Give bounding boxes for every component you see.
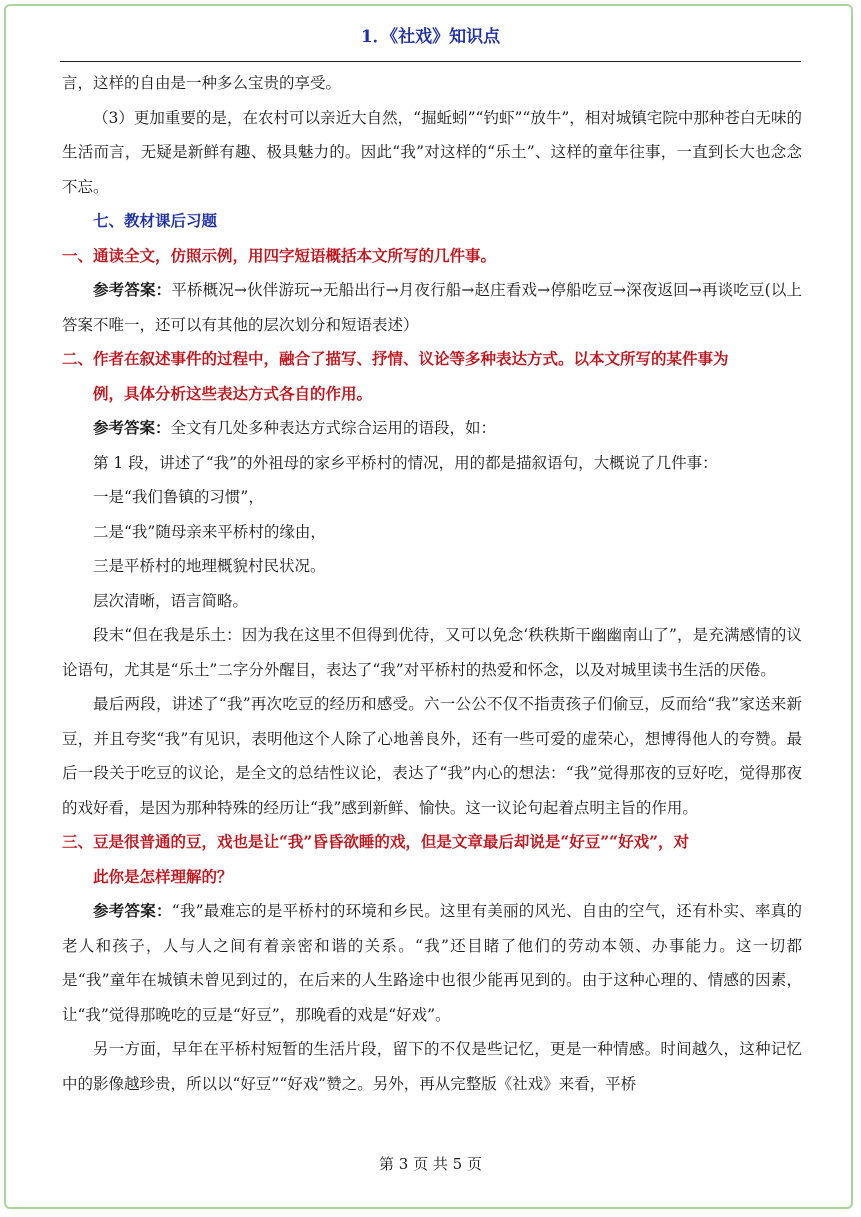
answer-paragraph: 三是平桥村的地理概貌村民状况。 <box>93 557 326 575</box>
answer-text: 全文有几处多种表达方式综合运用的语段，如： <box>170 419 497 437</box>
question-3-line-2: 此你是怎样理解的？ <box>93 866 233 886</box>
body-paragraph: （3）更加重要的是，在农村可以亲近大自然，“掘蚯蚓”“钓虾”“放牛”，相对城镇宅院中那种苍白无味的生活而言，无疑是新鲜有趣、极具魅力的。因此“我”对这样的“乐土”、这样的童年往事，一直到长大也念念不忘。 <box>62 108 802 196</box>
question-3-line-1: 三、豆是很普通的豆，戏也是让“我”昏昏欲睡的戏，但是文章最后却说是“好豆”“好戏”，对 <box>62 832 689 851</box>
page-header-title: 1．《社戏》知识点 <box>360 27 501 47</box>
answer-paragraph: 最后两段，讲述了“我”再次吃豆的经历和感受。六一公公不仅不指责孩子们偷豆，反而给“我”家送来新豆，并且夸奖“我”有见识，表明他这个人除了心地善良外，还有一些可爱的虚荣心，想博得他人的夸赞。最后一段关于吃豆的议论，是全文的总结性议论，表达了“我”内心的想法：“我”觉得那夜的豆好吃，觉得那夜的戏好看，是因为那种特殊的经历让“我”感到新鲜、愉快。这一议论句起着点明主旨的作用。 <box>62 695 802 817</box>
answer-label: 参考答案： <box>93 280 172 299</box>
header-divider <box>60 61 801 62</box>
body-paragraph: 言，这样的自由是一种多么宝贵的享受。 <box>62 74 342 92</box>
question-2-line-2: 例，具体分析这些表达方式各自的作用。 <box>93 383 373 403</box>
answer-paragraph: 二是“我”随母亲来平桥村的缘由， <box>93 522 326 541</box>
answer-2-intro <box>62 411 802 446</box>
answer-text: “我”最难忘的是平桥村的环境和乡民。这里有美丽的风光、自由的空气，还有朴实、率真的老人和孩子，人与人之间有着亲密和谐的关系。“我”还目睹了他们的劳动本领、办事能力。这一切都是“我”童年在城镇未曾见到过的，在后来的人生路途中也很少能再见到的。由于这种心理的、情感的因素，让“我”觉得那晚吃的豆是“好豆”，那晚看的戏是“好戏”。 <box>62 902 802 1024</box>
answer-label: 参考答案： <box>93 901 172 920</box>
section-heading: 七、教材课后习题 <box>93 211 218 230</box>
answer-paragraph: 段末“但在我是乐土：因为我在这里不但得到优待，又可以免念‘秩秩斯干幽幽南山了”，是充满感情的议论语句，尤其是“乐土”二字分外醒目，表达了“我”对平桥村的热爱和怀念，以及对城里读书生活的厌倦。 <box>62 626 802 679</box>
document-body <box>62 66 802 1101</box>
question-1: 一、通读全文，仿照示例，用四字短语概括本文所写的几件事。 <box>62 245 497 265</box>
page-number: 第 3 页 共 5 页 <box>379 1155 482 1173</box>
answer-paragraph: 另一方面，早年在平桥村短暂的生活片段，留下的不仅是些记忆，更是一种情感。时间越久，这种记忆中的影像越珍贵，所以以“好豆”“好戏”赞之。另外，再从完整版《社戏》来看，平桥 <box>62 1040 802 1093</box>
answer-paragraph: 一是“我们鲁镇的习惯”， <box>93 488 264 506</box>
answer-label: 参考答案： <box>93 418 171 437</box>
answer-paragraph: 第 1 段，讲述了“我”的外祖母的家乡平桥村的情况，用的都是描叙语句，大概说了几件事： <box>93 453 718 472</box>
answer-1 <box>62 273 802 342</box>
question-2-line-1: 二、作者在叙述事件的过程中，融合了描写、抒情、议论等多种表达方式。以本文所写的某件事为 <box>62 349 729 368</box>
answer-paragraph: 层次清晰，语言简略。 <box>93 591 249 610</box>
answer-3 <box>62 894 802 1032</box>
answer-text: 平桥概况→伙伴游玩→无船出行→月夜行船→赵庄看戏→停船吃豆→深夜返回→再谈吃豆(以上答案不唯一，还可以有其他的层次划分和短语表述） <box>62 281 802 334</box>
